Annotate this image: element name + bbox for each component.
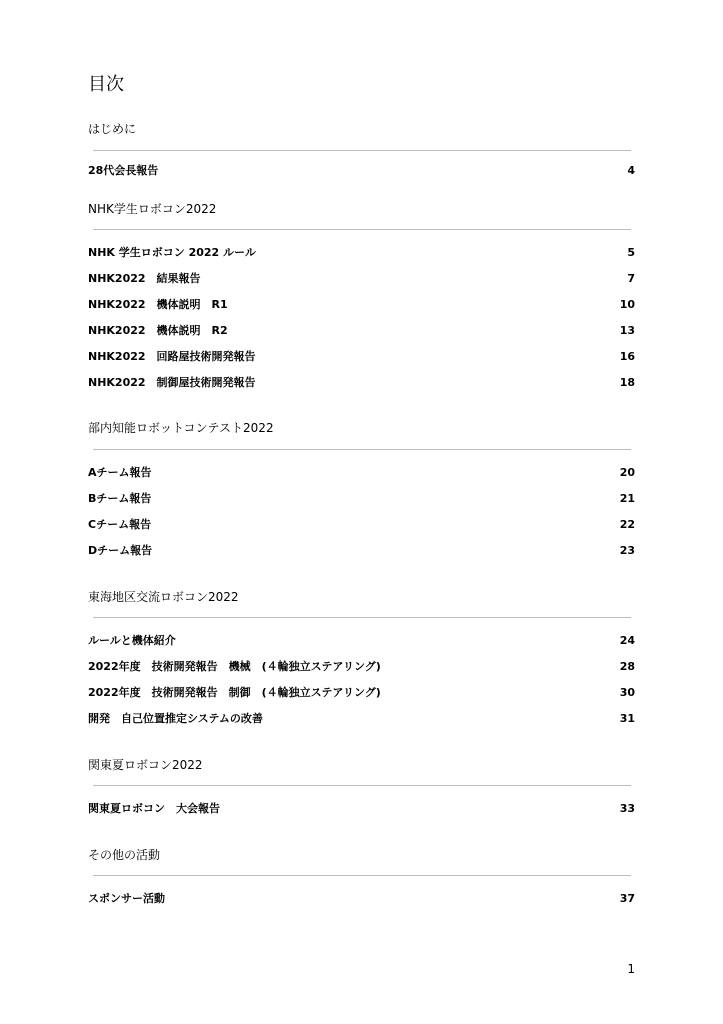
toc-entry-title: NHK2022 機体説明 R2: [88, 324, 228, 337]
toc-entry-title: Dチーム報告: [88, 544, 153, 557]
section-heading-introduction: はじめに: [88, 122, 137, 136]
toc-entry-page: 18: [619, 376, 635, 389]
toc-entry-page: 22: [619, 518, 635, 531]
section-heading-nhk: NHK学生ロボコン2022: [88, 202, 217, 216]
section-heading-tokai: 東海地区交流ロボコン2022: [88, 590, 239, 604]
section-heading-other: その他の活動: [88, 848, 161, 862]
toc-entry[interactable]: [88, 517, 635, 533]
section-divider: [93, 449, 631, 450]
toc-entry-title: NHK2022 制御屋技術開発報告: [88, 376, 256, 389]
toc-entry[interactable]: [88, 633, 635, 649]
toc-entry-page: 10: [619, 298, 635, 311]
toc-entry-title: NHK2022 結果報告: [88, 272, 201, 285]
toc-entry-page: 16: [619, 350, 635, 363]
toc-entry[interactable]: [88, 801, 635, 817]
toc-entry[interactable]: [88, 465, 635, 481]
toc-entry-page: 21: [619, 492, 635, 505]
toc-entry-title: NHK2022 回路屋技術開発報告: [88, 350, 256, 363]
toc-entry-title: NHK2022 機体説明 R1: [88, 298, 228, 311]
toc-entry[interactable]: [88, 245, 635, 261]
toc-entry-page: 20: [619, 466, 635, 479]
section-divider: [93, 229, 631, 230]
toc-entry-page: 33: [619, 802, 635, 815]
toc-entry[interactable]: [88, 163, 635, 179]
toc-entry-title: Bチーム報告: [88, 492, 152, 505]
toc-entry-page: 13: [619, 324, 635, 337]
toc-entry[interactable]: [88, 323, 635, 339]
toc-entry-page: 30: [619, 686, 635, 699]
toc-entry-page: 28: [619, 660, 635, 673]
section-divider: [93, 875, 631, 876]
toc-entry-title: Aチーム報告: [88, 466, 152, 479]
toc-entry-page: 31: [619, 712, 635, 725]
toc-entry-title: Cチーム報告: [88, 518, 152, 531]
toc-entry-page: 4: [627, 164, 635, 177]
toc-entry-title: 開発 自己位置推定システムの改善: [88, 712, 263, 725]
toc-entry-page: 37: [619, 892, 635, 905]
section-heading-kanto: 関東夏ロボコン2022: [88, 758, 203, 772]
toc-entry-title: 関東夏ロボコン 大会報告: [88, 802, 220, 815]
page-title: 目次: [88, 74, 124, 95]
toc-entry-title: NHK 学生ロボコン 2022 ルール: [88, 246, 256, 259]
toc-entry[interactable]: [88, 543, 635, 559]
toc-entry[interactable]: [88, 659, 635, 675]
toc-entry[interactable]: [88, 271, 635, 287]
toc-entry-page: 5: [627, 246, 635, 259]
section-heading-internal-contest: 部内知能ロボットコンテスト2022: [88, 421, 274, 435]
toc-entry-title: 28代会長報告: [88, 164, 159, 177]
toc-entry-title: ルールと機体紹介: [88, 634, 176, 647]
toc-entry-title: 2022年度 技術開発報告 制御 (４輪独立ステアリング): [88, 686, 381, 699]
toc-entry-title: スポンサー活動: [88, 892, 165, 905]
section-divider: [93, 617, 631, 618]
section-divider: [93, 150, 631, 151]
toc-entry[interactable]: [88, 297, 635, 313]
toc-entry[interactable]: [88, 349, 635, 365]
toc-entry[interactable]: [88, 891, 635, 907]
toc-entry[interactable]: [88, 711, 635, 727]
toc-entry-page: 24: [619, 634, 635, 647]
page-number: 1: [627, 962, 635, 976]
toc-entry[interactable]: [88, 375, 635, 391]
toc-entry-title: 2022年度 技術開発報告 機械 (４輪独立ステアリング): [88, 660, 381, 673]
toc-entry-page: 7: [627, 272, 635, 285]
toc-entry-page: 23: [619, 544, 635, 557]
toc-entry[interactable]: [88, 685, 635, 701]
toc-entry[interactable]: [88, 491, 635, 507]
section-divider: [93, 785, 631, 786]
